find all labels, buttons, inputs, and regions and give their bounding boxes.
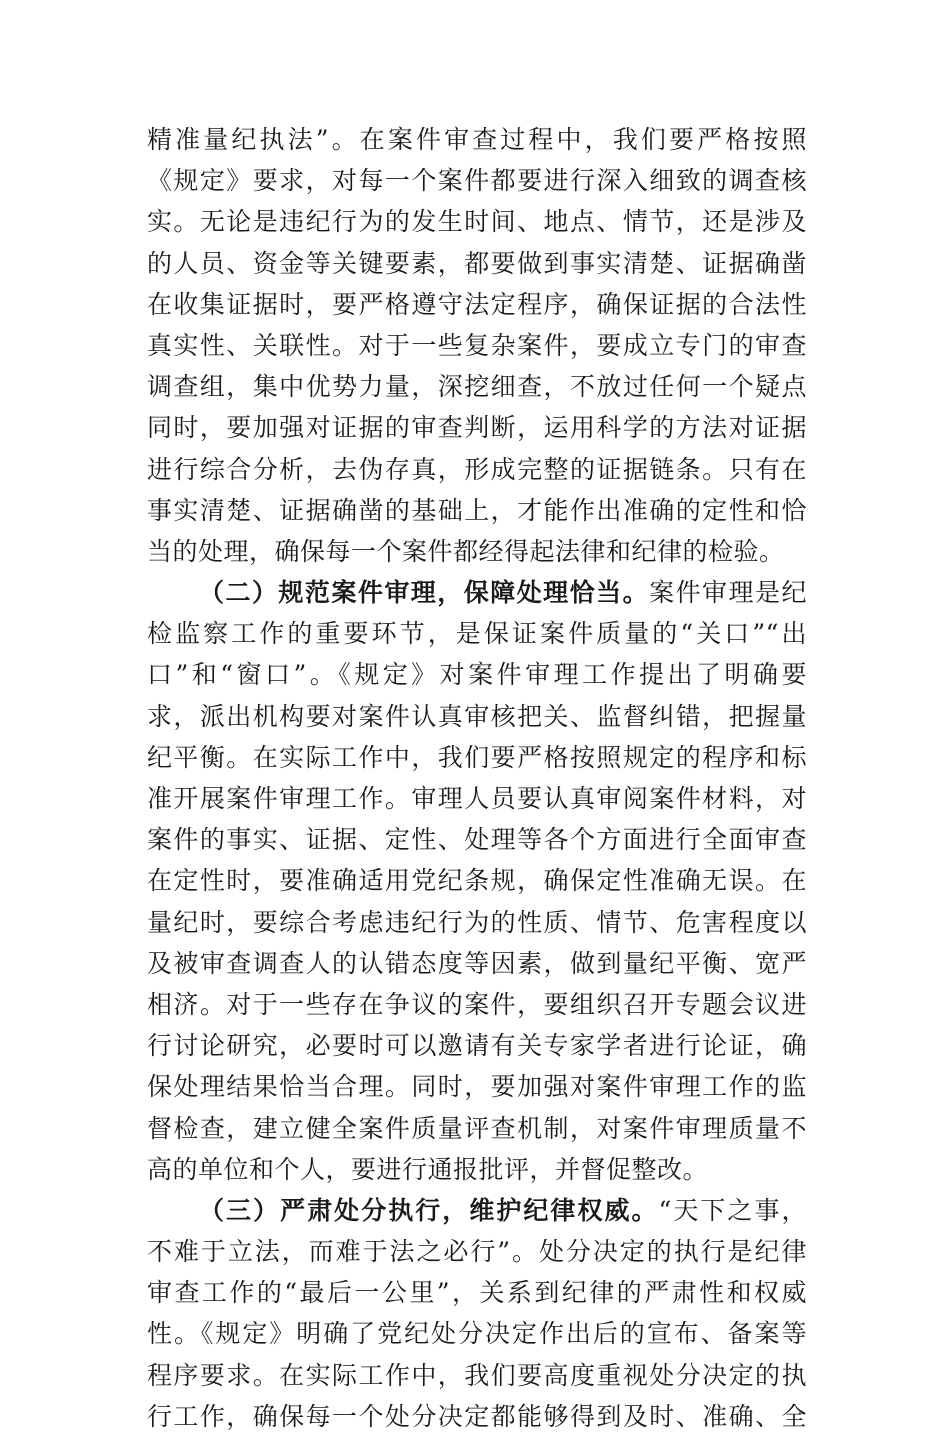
text-line: 保处理结果恰当合理。同时，要加强对案件审理工作的监 (147, 1072, 807, 1102)
text-run: “天下之事， (658, 1195, 807, 1225)
text-line: 真实性、关联性。对于一些复杂案件，要成立专门的审查 (147, 330, 807, 360)
text-line: 进行综合分析，去伪存真，形成完整的证据链条。只有在 (147, 454, 807, 484)
text-line: 相济。对于一些存在争议的案件，要组织召开专题会议进 (147, 989, 807, 1019)
text-line: 口”和“窗口”。《规定》对案件审理工作提出了明确要 (147, 660, 807, 690)
text-line: 高的单位和个人，要进行通报批评，并督促整改。 (147, 1154, 709, 1184)
text-line: 准开展案件审理工作。审理人员要认真审阅案件材料，对 (147, 784, 807, 813)
text-line: 检监察工作的重要环节，是保证案件质量的“关口”“出 (147, 619, 807, 649)
body-text (147, 119, 807, 1437)
text-line: 实。无论是违纪行为的发生时间、地点、情节，还是涉及 (147, 207, 807, 237)
text-line: 的人员、资金等关键要素，都要做到事实清楚、证据确凿 (147, 248, 807, 278)
text-line: 督检查，建立健全案件质量评查机制，对案件审理质量不 (147, 1113, 807, 1143)
text-line: 程序要求。在实际工作中，我们要高度重视处分决定的执 (147, 1360, 807, 1390)
paragraph-2 (147, 572, 807, 1190)
text-line: 事实清楚、证据确凿的基础上，才能作出准确的定性和恰 (147, 495, 807, 525)
text-line: 调查组，集中优势力量，深挖细查，不放过任何一个疑点 (147, 372, 807, 402)
text-line: 案件的事实、证据、定性、处理等各个方面进行全面审查 (147, 825, 807, 855)
text-line: 求，派出机构要对案件认真审核把关、监督纠错，把握量 (147, 701, 807, 731)
text-line: 在收集证据时，要严格遵守法定程序，确保证据的合法性 (147, 289, 807, 319)
text-run: 案件审理是纪 (649, 578, 807, 608)
text-line: 量纪时，要综合考虑违纪行为的性质、情节、危害程度以 (147, 907, 807, 937)
text-line: 及被审查调查人的认错态度等因素，做到量纪平衡、宽严 (147, 948, 807, 978)
text-line (147, 572, 807, 613)
text-line: 当的处理，确保每一个案件都经得起法律和纪律的检验。 (147, 536, 785, 566)
text-line: 同时，要加强对证据的审查判断，运用科学的方法对证据 (147, 413, 807, 443)
text-line: 在定性时，要准确适用党纪条规，确保定性准确无误。在 (147, 866, 807, 896)
text-line: 行工作，确保每一个处分决定都能够得到及时、准确、全 (147, 1401, 807, 1431)
text-line: 行讨论研究，必要时可以邀请有关专家学者进行论证，确 (147, 1031, 807, 1061)
text-line: 精准量纪执法”。在案件审查过程中，我们要严格按照 (147, 125, 807, 154)
paragraph-1 (147, 119, 807, 572)
text-line: 审查工作的“最后一公里”，关系到纪律的严肃性和权威 (147, 1278, 807, 1308)
text-line: 性。《规定》明确了党纪处分决定作出后的宣布、备案等 (147, 1319, 807, 1349)
text-line: 《规定》要求，对每一个案件都要进行深入细致的调查核 (147, 166, 807, 196)
section-heading: （三）严肃处分执行，维护纪律权威。 (199, 1195, 659, 1225)
paragraph-3 (147, 1190, 807, 1437)
text-line (147, 1190, 807, 1231)
text-line: 不难于立法，而难于法之必行”。处分决定的执行是纪律 (147, 1237, 807, 1267)
section-heading: （二）规范案件审理，保障处理恰当。 (199, 578, 650, 608)
text-line: 纪平衡。在实际工作中，我们要严格按照规定的程序和标 (147, 742, 807, 772)
